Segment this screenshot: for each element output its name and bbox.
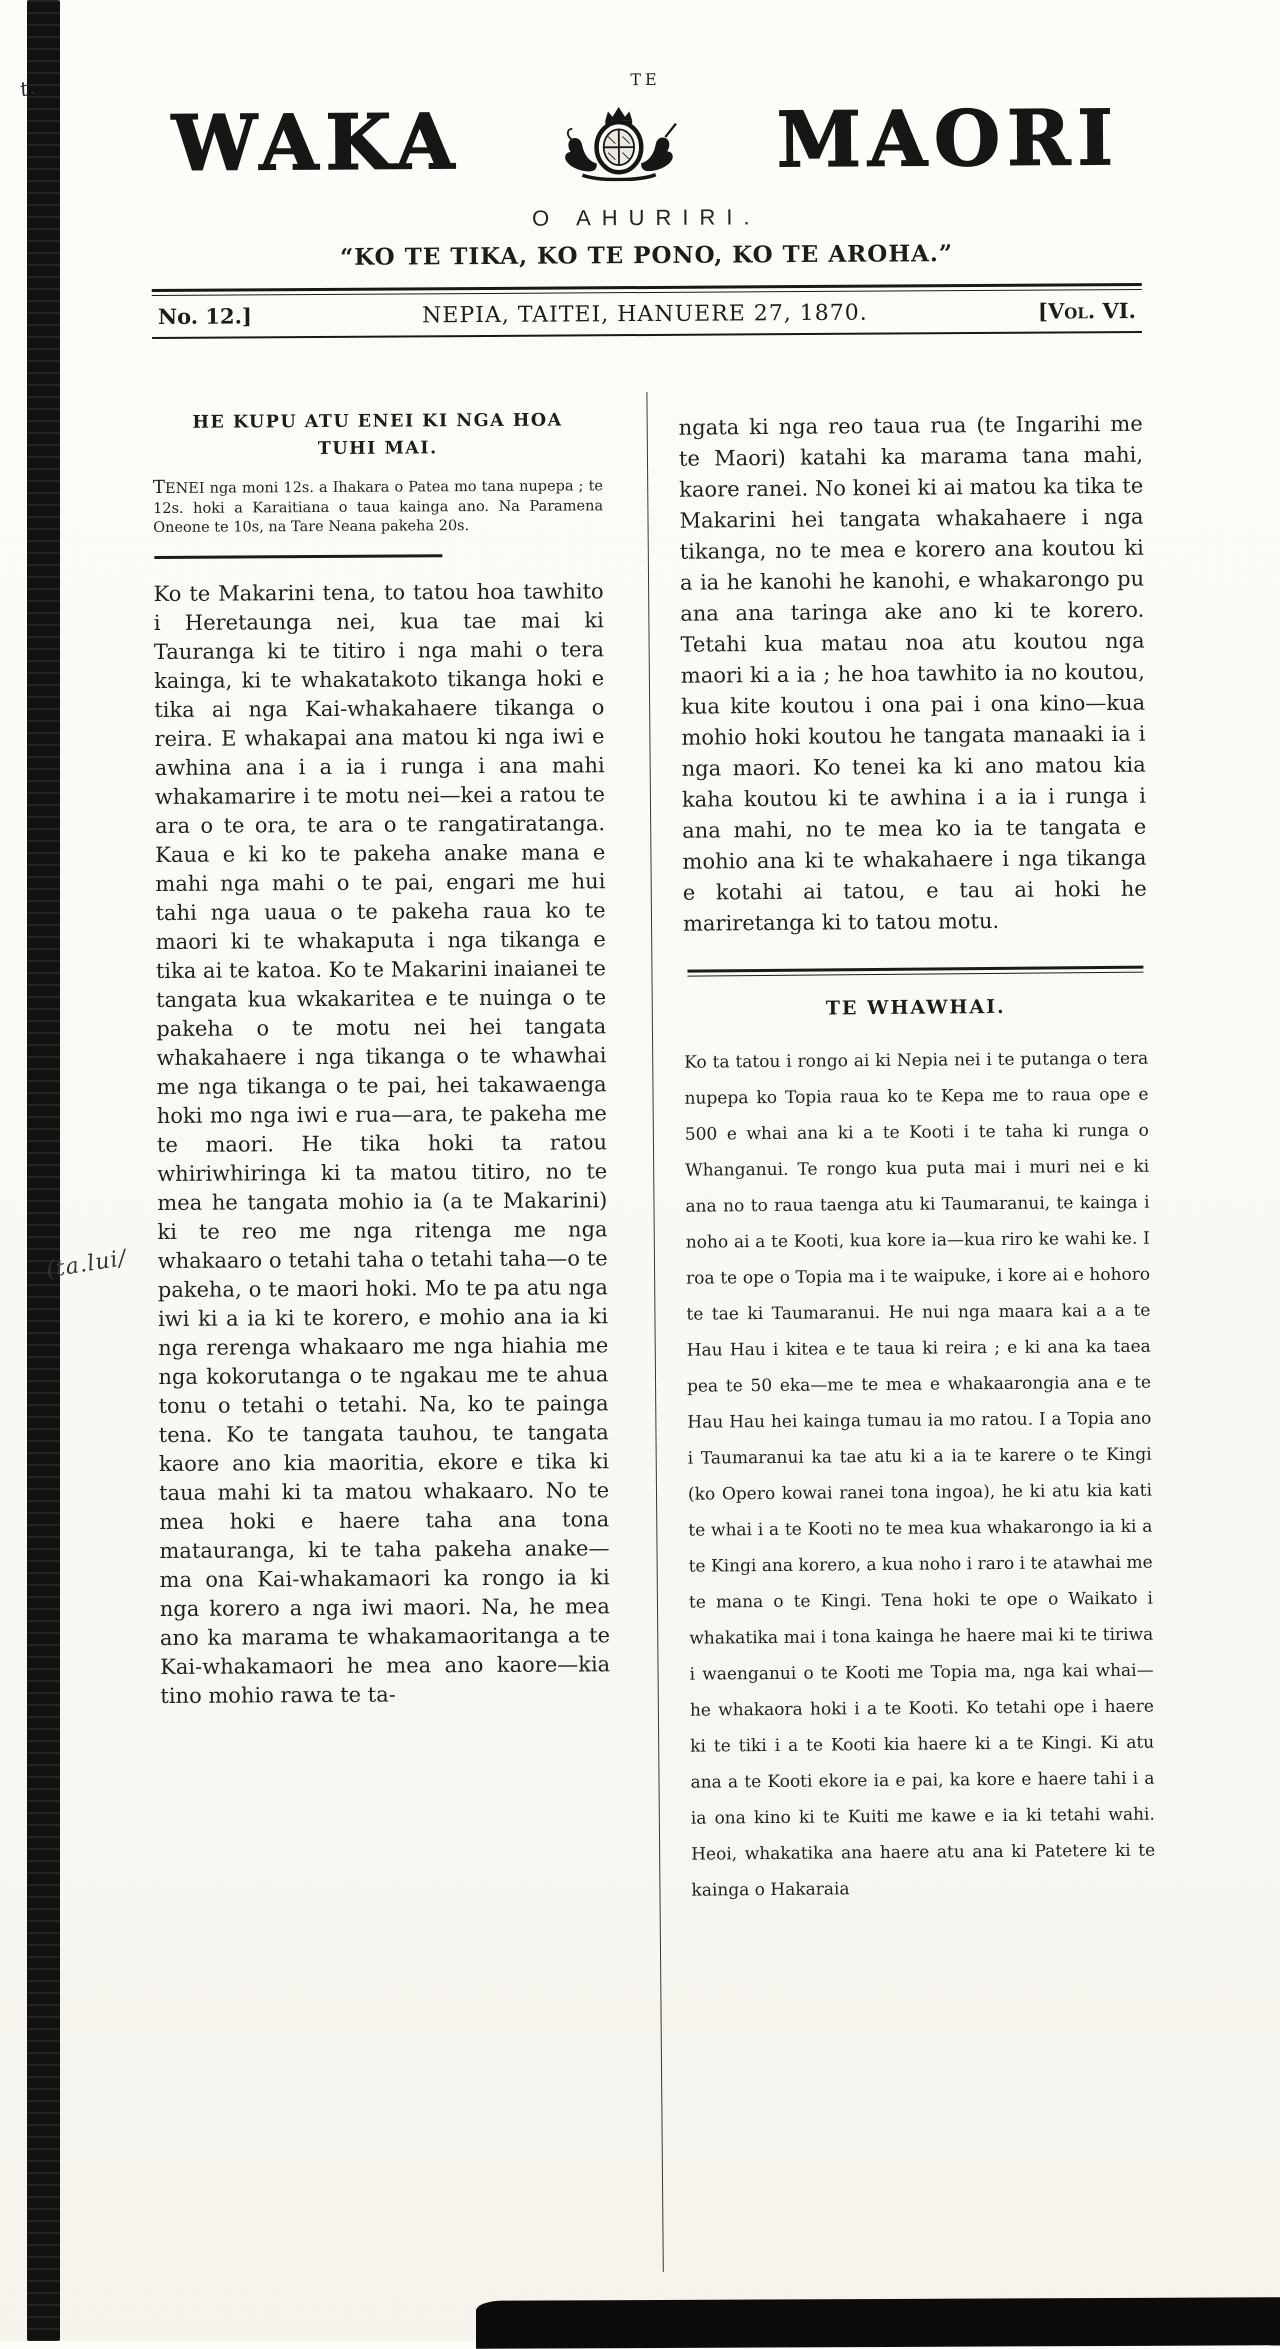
article-continuation: ngata ki nga reo taua rua (te Ingarihi me te Maori) katahi ka marama tana mahi, kaore ranei. No konei ki ai matou ka tika te Makarini hei tangata whakahaere i nga tikanga, no te mea e korero ana koutou ki a ia he kanohi he kanohi, e whakarongo pu ana ana taringa ake ano ki te korero. Tetahi kua matau noa atu koutou nga maori ki a ia ; he hoa tawhito ia no koutou, kua kite koutou i ona pai i ona kino—kua mohio hoki koutou he tangata manaaki ia i nga maori. Ko tenei ka ki ano matou kia kaha koutou ki te awhina i a ia i runga i ana mahi, no te mea ko ia te tangata e mohio ana ki te whakahaere i nga tikanga e kotahi ai tatou, e tau ai hoki he mariretanga ki to tatou motu. — [678, 411, 1147, 936]
section-separator — [687, 966, 1143, 977]
article-body: Ko te Makarini tena, to tatou hoa tawhito i Heretaunga nei, kua tae mai ki Tauranga ki te titiro i nga mahi o tera kainga, ki te whakatakoto tikanga hoki e tika ai nga Kai-whakahaere tikanga o reira. E whakapai ana matou ki nga iwi e awhina ana i a ia i runga i ana mahi whakamarire i te motu nei—kei a ratou te ara o te ora, te ara o te rangatiratanga. Kaua e ki ko te pakeha anake mana e mahi nga mahi o te pai, engari me hui tahi nga uaua o te pakeha raua ko te maori ki te whakaputa i nga tikanga e tika ai te katoa. Ko te Makarini inaianei te tangata kua wkakaritea e te nuinga o te pakeha o te motu nei hei tangata whakahaere i nga tikanga o te whawhai me nga tikanga o te pai, hei takawaenga hoki mo nga iwi e rua—ara, te pakeha me te maori. He tika hoki ta ratou whiriwhiringa ki ta matou titiro, no te mea he tangata mohio ia (a te Makarini) ki te reo me nga ritenga me nga whakaaro o tetahi taha o tetahi taha—o te pakeha, o te maori hoki. Mo te pa atu nga iwi ki a ia ki te korero, e mohio ana ia ki nga rerenga whakaaro me nga hiahia me nga kokorutanga o te ngakau me te ahua tonu o tetahi o tetahi. Na, ko te painga tena. Ko te tangata tauhou, te tangata kaore ano kia maoritia, ekore e tika ki taua mahi ki ta matou whakaaro. No te mea hoki e haere taha ana tona matauranga, ki te taha pakeha anake—ma ona Kai-whakamaori ka rongo ia ki nga korero a nga iwi maori. Na, he mea ano ka marama te whakamaoritanga a te Kai-whakamaori he mea ano kaore—kia tino mohio rawa te ta- — [153, 578, 611, 1708]
section-heading: TE WHAWHAI. — [825, 995, 1006, 1020]
binding-strip — [27, 0, 60, 2341]
subscription-notice: TENEI nga moni 12s. a Ihakara o Patea mo tana nupepa ; te 12s. hoki a Karaitiana o taua kainga ano. Na Paramena Oneone te 10s, na Tare Neana pakeha 20s. — [152, 476, 604, 537]
masthead — [150, 0, 1142, 272]
royal-crest-icon — [543, 97, 696, 186]
dateline — [152, 290, 1142, 337]
masthead-motto: “KO TE TIKA, KO TE PONO, KO TE AROHA.” — [339, 240, 954, 271]
masthead-title-waka: WAKA — [171, 97, 462, 188]
pen-mark: t. — [17, 74, 38, 102]
article-heading-line2: TUHI MAI. — [317, 437, 438, 459]
article-heading-line1: HE KUPU ATU ENEI KI NGA HOA — [192, 410, 563, 433]
place-date: NEPIA, TAITEI, HANUERE 27, 1870. — [422, 300, 868, 329]
issue-number: No. 12.] — [157, 303, 252, 329]
section-body: Ko ta tatou i rongo ai ki Nepia nei i te putanga o tera nupepa ko Topia raua ko te Kepa me to raua ope e 500 e whai ana ki a te Kooti i te taha ki runga o Whanganui. Te rongo kua puta mai i muri nei e ki ana no to raua taenga atu ki Taumaranui, te kainga i noho ai a te Kooti, kua kore ia—kua riro ke wahi ke. I roa te ope o Topia ma i te waipuke, i kore ai e hohoro te tae ki Taumaranui. He nui nga maara kai a a te Hau Hau i kitea e te taua ki reira ; e ki ana ka taea pea te 50 eka—me te mea e whakaarongia ana e te Hau Hau hei kainga tumau ia mo ratou. I a Topia ano i Taumaranui ka tae atu ki a ia te karere o te Kingi (ko Opero kowai ranei tona ingoa), he ki atu kia kati te whai i a te Kooti no te mea kua whakarongo ia ki a te Kingi ana korero, a kua noho i raro i te atawhai me te mana o te Kingi. Tena hoki te ope o Waikato i whakatika mai i tona kainga he haere mai ki te tiriwa i waenganui o te Kooti me Topia ma, nga kai whai—he whakaora hoki i a te Kooti. Ko tetahi ope i haere ki te tiki i a te Kooti kia haere ki a te Kingi. Ki atu ana a te Kooti ekore ia e pai, ka kore e haere tahi i a ia ona kino ki te Kuiti me kawe e ia ki tetahi wahi. Heoi, whakatika ana haere atu ana ki Patetere ki te kainga o Hakaraia — [684, 1048, 1156, 1901]
notice-rule — [154, 554, 442, 559]
article-heading — [152, 407, 602, 464]
masthead-title-row — [172, 94, 1121, 188]
columns — [152, 389, 1156, 2275]
left-column — [152, 392, 613, 2275]
scan-edge-bottom — [476, 2297, 1280, 2349]
newspaper-page — [150, 0, 1154, 2275]
volume-number: [Vol. VI. — [1037, 298, 1136, 324]
masthead-subtitle: O AHURIRI. — [531, 204, 761, 231]
masthead-title-maori: MAORI — [776, 93, 1121, 185]
right-column — [646, 388, 1158, 2272]
handwritten-margin-note: (ta.lui/ — [44, 1245, 129, 1284]
masthead-kicker: TE — [630, 69, 661, 90]
